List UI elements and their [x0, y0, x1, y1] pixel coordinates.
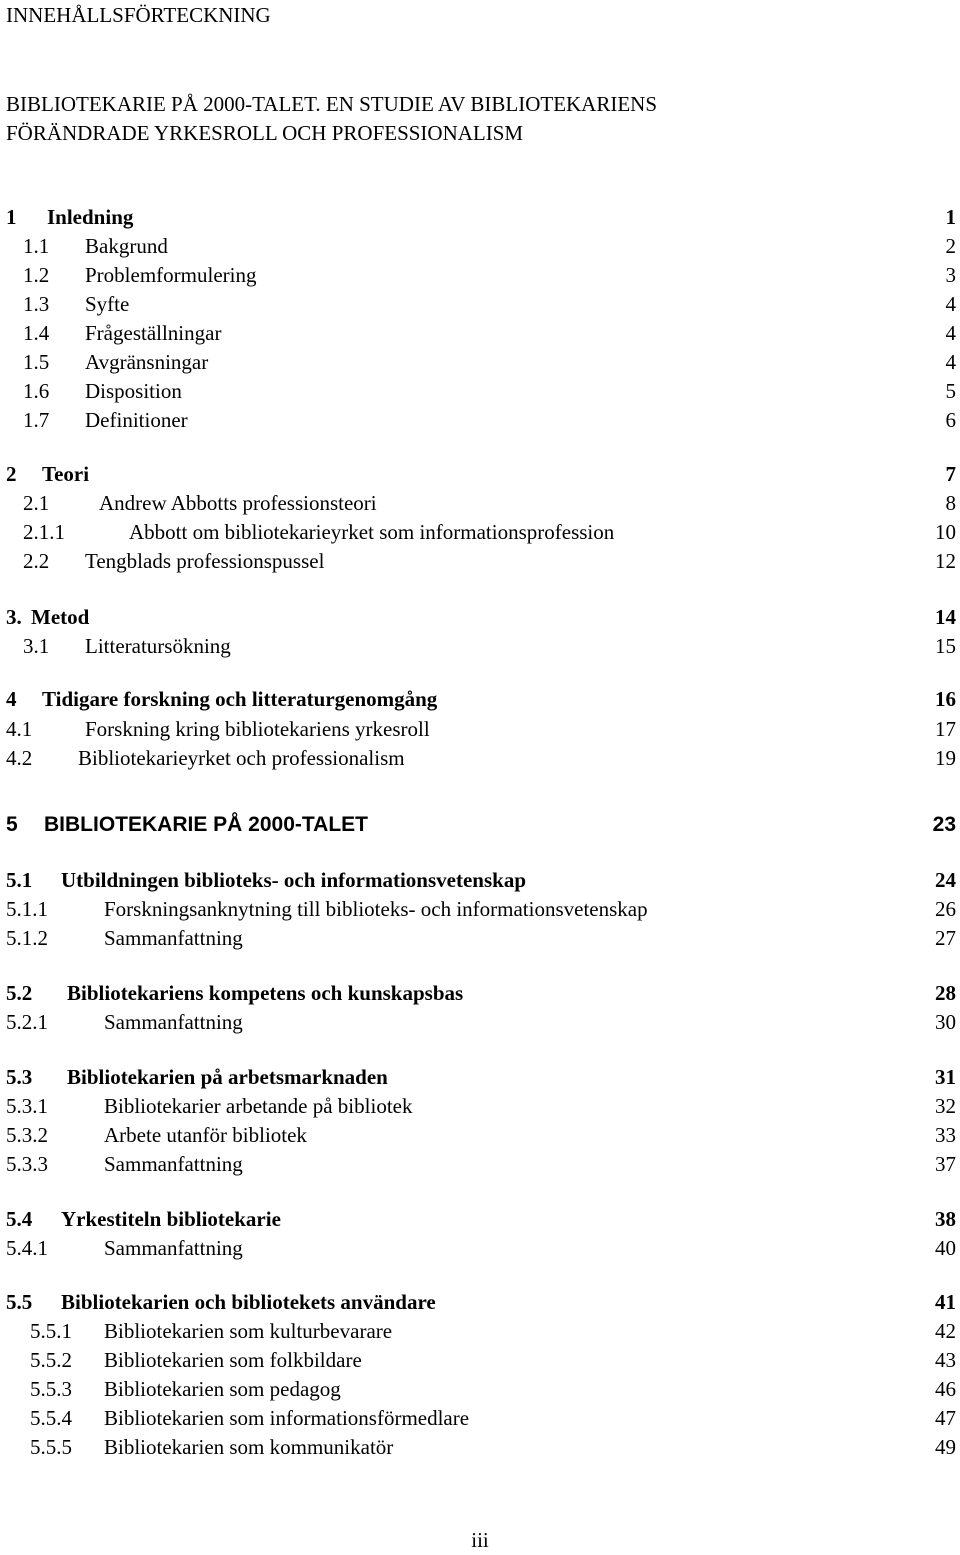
toc-entry-label: Utbildningen biblioteks- och informationsvetenskap	[61, 868, 526, 892]
toc-entry-label: Tengblads professionspussel	[85, 549, 325, 573]
toc-entry-number: 5.5.4	[30, 1406, 72, 1430]
toc-entry-label: Bibliotekarien som kommunikatör	[104, 1435, 394, 1459]
toc-entry	[0, 1204, 960, 1234]
toc-entry-page: 4	[945, 350, 956, 374]
toc-entry-number: 1.7	[23, 408, 50, 432]
toc-entry	[0, 1287, 960, 1317]
toc-entry-label: Bibliotekarien och bibliotekets användare	[61, 1290, 436, 1314]
toc-entry	[0, 1120, 960, 1150]
toc-entry-label: Disposition	[85, 379, 182, 403]
toc-entry-page: 46	[935, 1377, 956, 1401]
toc-entry-page: 38	[935, 1207, 956, 1231]
toc-entry-page: 5	[945, 379, 956, 403]
toc-entry-page: 33	[935, 1123, 956, 1147]
document-title-line-2: FÖRÄNDRADE YRKESROLL OCH PROFESSIONALISM	[6, 121, 524, 145]
toc-entry	[0, 743, 960, 773]
toc-entry-number: 5.1.1	[6, 897, 48, 921]
toc-entry	[0, 1091, 960, 1121]
toc-entry-label: Problemformulering	[85, 263, 257, 287]
toc-entry-number: 5.3.3	[6, 1152, 48, 1176]
toc-entry	[0, 488, 960, 518]
toc-entry-number: 5.2.1	[6, 1010, 48, 1034]
toc-entry	[0, 894, 960, 924]
toc-entry-page: 26	[935, 897, 956, 921]
toc-entry-page: 30	[935, 1010, 956, 1034]
toc-entry-number: 2.1	[23, 491, 50, 515]
toc-entry-number: 1	[6, 205, 17, 229]
toc-entry-page: 28	[935, 981, 956, 1005]
toc-entry	[0, 1149, 960, 1179]
toc-entry-label: BIBLIOTEKARIE PÅ 2000-TALET	[44, 813, 368, 836]
toc-entry	[0, 1007, 960, 1037]
toc-entry	[0, 923, 960, 953]
toc-entry-label: Arbete utanför bibliotek	[104, 1123, 307, 1147]
toc-entry	[0, 376, 960, 406]
toc-entry-label: Abbott om bibliotekarieyrket som informationsprofession	[129, 520, 615, 544]
toc-entry-label: Bakgrund	[85, 234, 168, 258]
toc-entry-label: Forskningsanknytning till biblioteks- och informationsvetenskap	[104, 897, 648, 921]
toc-entry-number: 1.3	[23, 292, 50, 316]
toc-entry-page: 49	[935, 1435, 956, 1459]
toc-entry-page: 32	[935, 1094, 956, 1118]
toc-entry	[0, 1432, 960, 1462]
toc-entry-page: 23	[932, 813, 956, 836]
toc-entry	[0, 517, 960, 547]
toc-entry-label: Bibliotekarier arbetande på bibliotek	[104, 1094, 413, 1118]
toc-entry-page: 14	[935, 605, 956, 629]
toc-entry	[0, 602, 960, 632]
toc-entry-number: 4.1	[6, 717, 33, 741]
toc-entry	[0, 714, 960, 744]
toc-entry-number: 5.3	[6, 1065, 33, 1089]
toc-entry-label: Syfte	[85, 292, 130, 316]
toc-entry	[0, 978, 960, 1008]
toc-entry-number: 5.2	[6, 981, 33, 1005]
toc-entry-label: Definitioner	[85, 408, 188, 432]
toc-entry-number: 3.1	[23, 634, 50, 658]
toc-entry-page: 12	[935, 549, 956, 573]
toc-entry-page: 42	[935, 1319, 956, 1343]
toc-entry-label: Sammanfattning	[104, 926, 243, 950]
toc-entry	[0, 1403, 960, 1433]
toc-entry-label: Bibliotekarieyrket och professionalism	[78, 746, 405, 770]
toc-entry-label: Avgränsningar	[85, 350, 209, 374]
toc-entry-number: 3.	[6, 605, 22, 629]
toc-entry-page: 17	[935, 717, 956, 741]
toc-entry-page: 37	[935, 1152, 956, 1176]
toc-entry-label: Litteratursökning	[85, 634, 231, 658]
toc-entry-number: 1.4	[23, 321, 50, 345]
toc-entry-label: Metod	[31, 605, 90, 629]
toc-entry-label: Inledning	[47, 205, 134, 229]
toc-entry-number: 5.5.5	[30, 1435, 72, 1459]
toc-entry-page: 2	[945, 234, 956, 258]
toc-entry-number: 4.2	[6, 746, 33, 770]
toc-entry-label: Teori	[42, 462, 90, 486]
toc-entry-label: Bibliotekarien som informationsförmedlare	[104, 1406, 470, 1430]
toc-entry-label: Sammanfattning	[104, 1152, 243, 1176]
toc-entry-number: 5.5.3	[30, 1377, 72, 1401]
toc-entry-page: 4	[945, 321, 956, 345]
toc-entry-number: 2.1.1	[23, 520, 65, 544]
toc-entry-number: 5.3.2	[6, 1123, 48, 1147]
toc-entry-page: 41	[935, 1290, 956, 1314]
toc-entry-number: 1.2	[23, 263, 50, 287]
toc-entry-page: 1	[945, 205, 956, 229]
toc-entry-label: Yrkestiteln bibliotekarie	[61, 1207, 281, 1231]
toc-entry-number: 5.5	[6, 1290, 33, 1314]
toc-entry-number: 2.2	[23, 549, 50, 573]
toc-entry-number: 1.6	[23, 379, 50, 403]
toc-entry	[0, 546, 960, 576]
toc-entry-page: 47	[935, 1406, 956, 1430]
toc-entry-number: 2	[6, 462, 17, 486]
toc-entry	[0, 289, 960, 319]
toc-entry-label: Tidigare forskning och litteraturgenomgång	[42, 687, 438, 711]
toc-entry-page: 15	[935, 634, 956, 658]
toc-entry	[0, 347, 960, 377]
toc-entry-page: 7	[945, 462, 956, 486]
toc-entry	[0, 260, 960, 290]
toc-entry-label: Sammanfattning	[104, 1010, 243, 1034]
toc-entry-label: Bibliotekarien som kulturbevarare	[104, 1319, 393, 1343]
toc-entry	[0, 1316, 960, 1346]
toc-entry	[0, 1345, 960, 1375]
toc-entry-page: 19	[935, 746, 956, 770]
toc-entry-page: 16	[935, 687, 956, 711]
toc-entry-label: Andrew Abbotts professionsteori	[99, 491, 377, 515]
toc-entry-page: 27	[935, 926, 956, 950]
toc-entry-page: 6	[945, 408, 956, 432]
toc-entry-number: 5	[6, 813, 18, 836]
toc-entry-page: 43	[935, 1348, 956, 1372]
toc-entry-number: 5.4	[6, 1207, 33, 1231]
page-number: iii	[471, 1528, 489, 1552]
toc-entry	[0, 459, 960, 489]
toc-entry	[0, 865, 960, 895]
toc-entry-page: 8	[945, 491, 956, 515]
toc-entry-page: 3	[945, 263, 956, 287]
toc-entry-label: Bibliotekarien på arbetsmarknaden	[67, 1065, 388, 1089]
toc-entry	[0, 631, 960, 661]
toc-entry-label: Frågeställningar	[85, 321, 222, 345]
toc-entry-label: Bibliotekarien som pedagog	[104, 1377, 341, 1401]
toc-entry-number: 5.4.1	[6, 1236, 48, 1260]
toc-entry-label: Bibliotekarien som folkbildare	[104, 1348, 362, 1372]
toc-entry-label: Sammanfattning	[104, 1236, 243, 1260]
toc-entry	[0, 684, 960, 714]
toc-entry-page: 31	[935, 1065, 956, 1089]
toc-entry	[0, 405, 960, 435]
toc-entry	[0, 231, 960, 261]
toc-entry-label: Bibliotekariens kompetens och kunskapsbas	[67, 981, 464, 1005]
toc-entry-number: 5.3.1	[6, 1094, 48, 1118]
toc-entry	[0, 318, 960, 348]
toc-entry	[0, 202, 960, 232]
toc-entry	[0, 810, 960, 840]
toc-entry-label: Forskning kring bibliotekariens yrkesroll	[85, 717, 430, 741]
toc-entry-number: 5.5.1	[30, 1319, 72, 1343]
toc-entry-page: 24	[935, 868, 956, 892]
toc-entry	[0, 1374, 960, 1404]
document-title-line-1: BIBLIOTEKARIE PÅ 2000-TALET. EN STUDIE AV BIBLIOTEKARIENS	[6, 92, 658, 116]
toc-entry-number: 5.1.2	[6, 926, 48, 950]
toc-entry	[0, 1062, 960, 1092]
toc-entry-number: 1.5	[23, 350, 50, 374]
toc-entry-page: 10	[935, 520, 956, 544]
toc-entry-number: 1.1	[23, 234, 50, 258]
contents-heading: INNEHÅLLSFÖRTECKNING	[6, 3, 271, 27]
toc-entry-number: 4	[6, 687, 17, 711]
toc-entry	[0, 1233, 960, 1263]
toc-entry-page: 4	[945, 292, 956, 316]
toc-entry-number: 5.5.2	[30, 1348, 72, 1372]
toc-entry-number: 5.1	[6, 868, 33, 892]
toc-entry-page: 40	[935, 1236, 956, 1260]
